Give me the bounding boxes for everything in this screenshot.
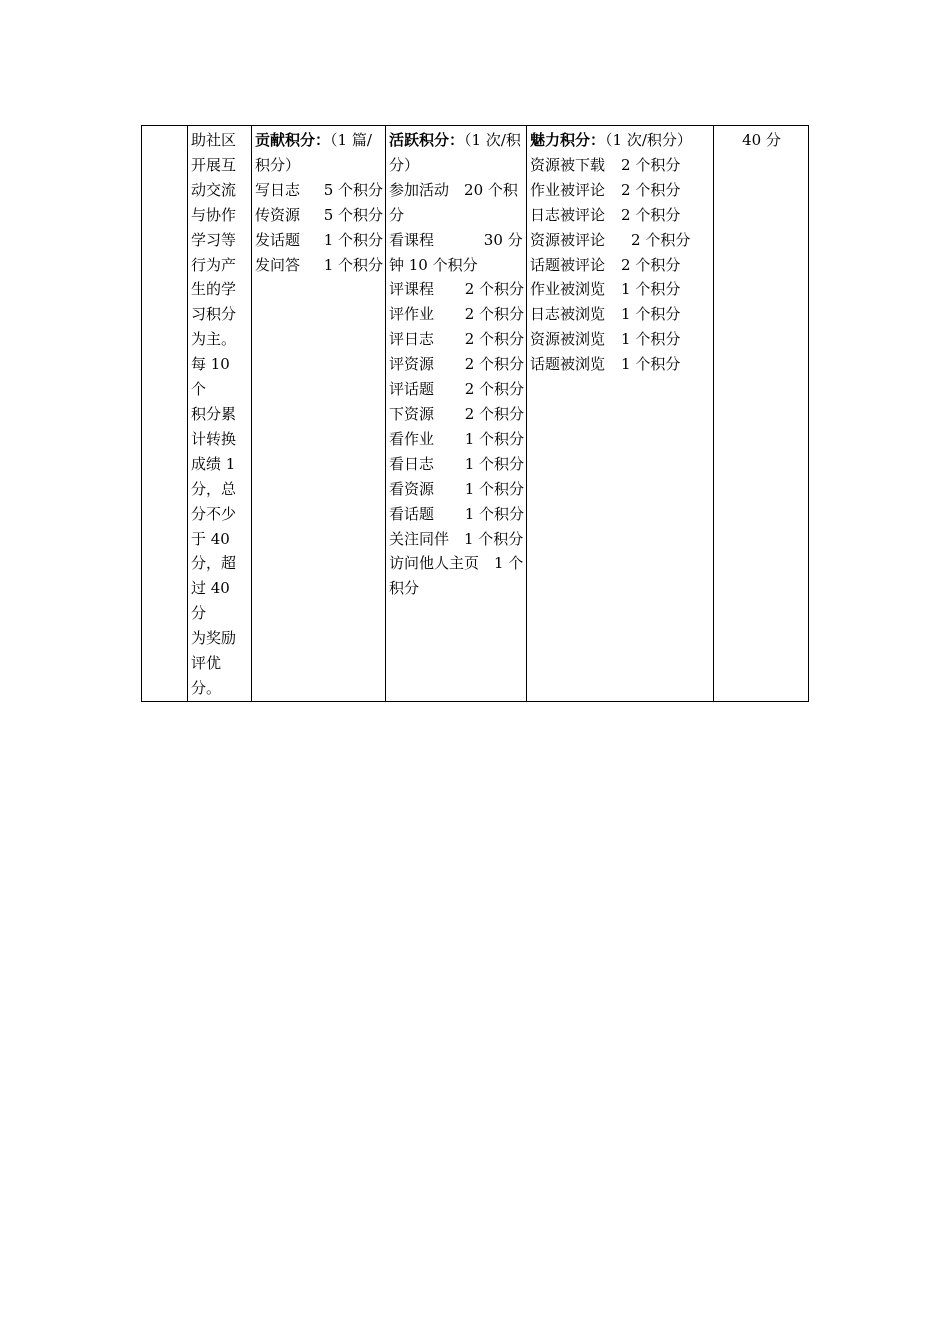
description-line: 与协作 — [191, 205, 237, 224]
item-label: 评日志 — [389, 330, 435, 349]
activity-item-follow: 关注同伴 1 个积分 — [389, 529, 524, 548]
charm-list — [530, 153, 711, 377]
item-value: 2 个积分 — [464, 380, 524, 399]
contribution-item — [255, 253, 383, 278]
item-label: 看作业 — [389, 429, 435, 448]
item-label: 作业被浏览 — [530, 280, 606, 299]
item-value: 1 个积分 — [621, 305, 681, 324]
score-table — [141, 125, 809, 702]
item-value: 2 个积分 — [464, 355, 524, 374]
charm-item — [530, 352, 711, 377]
item-value: 2 个积分 — [621, 205, 681, 224]
contribution-item — [255, 228, 383, 253]
item-label: 看资源 — [389, 479, 435, 498]
contribution-list — [255, 178, 383, 278]
item-value: 2 个积分 — [621, 180, 681, 199]
description-line: 每 10 个 — [191, 355, 230, 399]
item-label: 资源被浏览 — [530, 330, 606, 349]
description-line: 开展互 — [191, 155, 237, 174]
item-label: 看话题 — [389, 504, 435, 523]
item-value: 1 个积分 — [464, 454, 524, 473]
total-score-cell — [714, 126, 809, 702]
charm-item — [530, 228, 711, 253]
activity-unit: （1 次/积分） — [389, 131, 521, 174]
item-value: 2 个积分 — [464, 305, 524, 324]
description-line: 于 40 — [191, 529, 230, 548]
charm-heading — [530, 128, 711, 153]
item-label: 下资源 — [389, 404, 435, 423]
description-line: 分。 — [191, 678, 222, 697]
activity-item — [389, 377, 524, 402]
item-label: 评资源 — [389, 355, 435, 374]
activity-item — [389, 477, 524, 502]
item-value: 1 个积分 — [323, 255, 383, 274]
item-label: 作业被评论 — [530, 180, 606, 199]
description-line: 分不少 — [191, 504, 237, 523]
charm-item — [530, 327, 711, 352]
description-line: 助社区 — [191, 131, 237, 149]
charm-item — [530, 302, 711, 327]
item-label: 发话题 — [255, 230, 301, 249]
charm-item — [530, 253, 711, 278]
item-label: 话题被浏览 — [530, 355, 606, 374]
item-value: 1 个积分 — [323, 230, 383, 249]
contribution-heading — [255, 128, 383, 178]
item-value: 1 个积分 — [464, 429, 524, 448]
item-value: 1 个积分 — [621, 355, 681, 374]
charm-item — [530, 277, 711, 302]
description-line: 生的学 — [191, 280, 237, 299]
contribution-unit: （1 篇/积分） — [255, 131, 372, 174]
item-value: 2 个积分 — [464, 330, 524, 349]
item-value: 1 个积分 — [621, 330, 681, 349]
activity-item — [389, 277, 524, 302]
item-value: 2 个积分 — [631, 230, 691, 249]
description-line: 计转换 — [191, 429, 237, 448]
contribution-title: 贡献积分： — [255, 131, 331, 149]
description-line: 积分累 — [191, 404, 237, 423]
charm-item — [530, 203, 711, 228]
activity-item — [389, 302, 524, 327]
description-line: 行为产 — [191, 255, 237, 274]
description-line: 成绩 1 — [191, 454, 236, 473]
item-label: 日志被评论 — [530, 205, 606, 224]
activity-item — [389, 327, 524, 352]
contribution-item — [255, 203, 383, 228]
charm-unit: （1 次/积分） — [605, 131, 692, 149]
item-value: 5 个积分 — [323, 205, 383, 224]
item-label: 看日志 — [389, 454, 435, 473]
item-value: 5 个积分 — [323, 180, 383, 199]
description-line: 学习等 — [191, 230, 237, 249]
charm-title: 魅力积分： — [530, 131, 606, 149]
item-value: 1 个积分 — [464, 479, 524, 498]
item-label: 评作业 — [389, 305, 435, 324]
item-value: 2 个积分 — [621, 255, 681, 274]
description-line: 为奖励 — [191, 629, 237, 648]
activity-item — [389, 452, 524, 477]
activity-heading — [389, 128, 524, 178]
activity-item — [389, 352, 524, 377]
activity-item-join: 参加活动 20 个积分 — [389, 180, 518, 224]
item-label: 资源被评论 — [530, 230, 606, 249]
item-value: 2 个积分 — [464, 404, 524, 423]
contribution-points-cell — [252, 126, 386, 702]
item-label: 发问答 — [255, 255, 301, 274]
description-cell — [188, 126, 252, 702]
item-value: 1 个积分 — [621, 280, 681, 299]
description-line: 分，超 — [191, 554, 237, 573]
description-line: 习积分 — [191, 305, 237, 324]
item-label: 评话题 — [389, 380, 435, 399]
empty-cell — [142, 126, 188, 702]
table-row — [142, 126, 809, 702]
activity-title: 活跃积分： — [389, 131, 465, 149]
item-label: 评课程 — [389, 280, 435, 299]
description-line: 分，总 — [191, 479, 237, 498]
charm-item — [530, 178, 711, 203]
activity-item — [389, 402, 524, 427]
description-line: 过 40 分 — [191, 579, 230, 623]
activity-list — [389, 277, 524, 526]
description-line: 评优 — [191, 654, 222, 673]
activity-points-cell — [386, 126, 527, 702]
item-value: 1 个积分 — [464, 504, 524, 523]
contribution-item — [255, 178, 383, 203]
total-score: 40 分 — [742, 131, 781, 149]
item-label: 日志被浏览 — [530, 305, 606, 324]
activity-item — [389, 502, 524, 527]
description-text — [191, 128, 249, 701]
item-value: 2 个积分 — [621, 155, 681, 174]
item-value: 2 个积分 — [464, 280, 524, 299]
description-line: 动交流 — [191, 180, 237, 199]
activity-item-course: 看课程 30 分钟 10 个积分 — [389, 230, 523, 274]
item-label: 传资源 — [255, 205, 301, 224]
charm-points-cell — [527, 126, 714, 702]
charm-item — [530, 153, 711, 178]
activity-item-visit: 访问他人主页 1 个积分 — [389, 554, 524, 598]
item-label: 写日志 — [255, 180, 301, 199]
item-label: 资源被下载 — [530, 155, 606, 174]
description-line: 为主。 — [191, 330, 237, 349]
item-label: 话题被评论 — [530, 255, 606, 274]
activity-item — [389, 427, 524, 452]
